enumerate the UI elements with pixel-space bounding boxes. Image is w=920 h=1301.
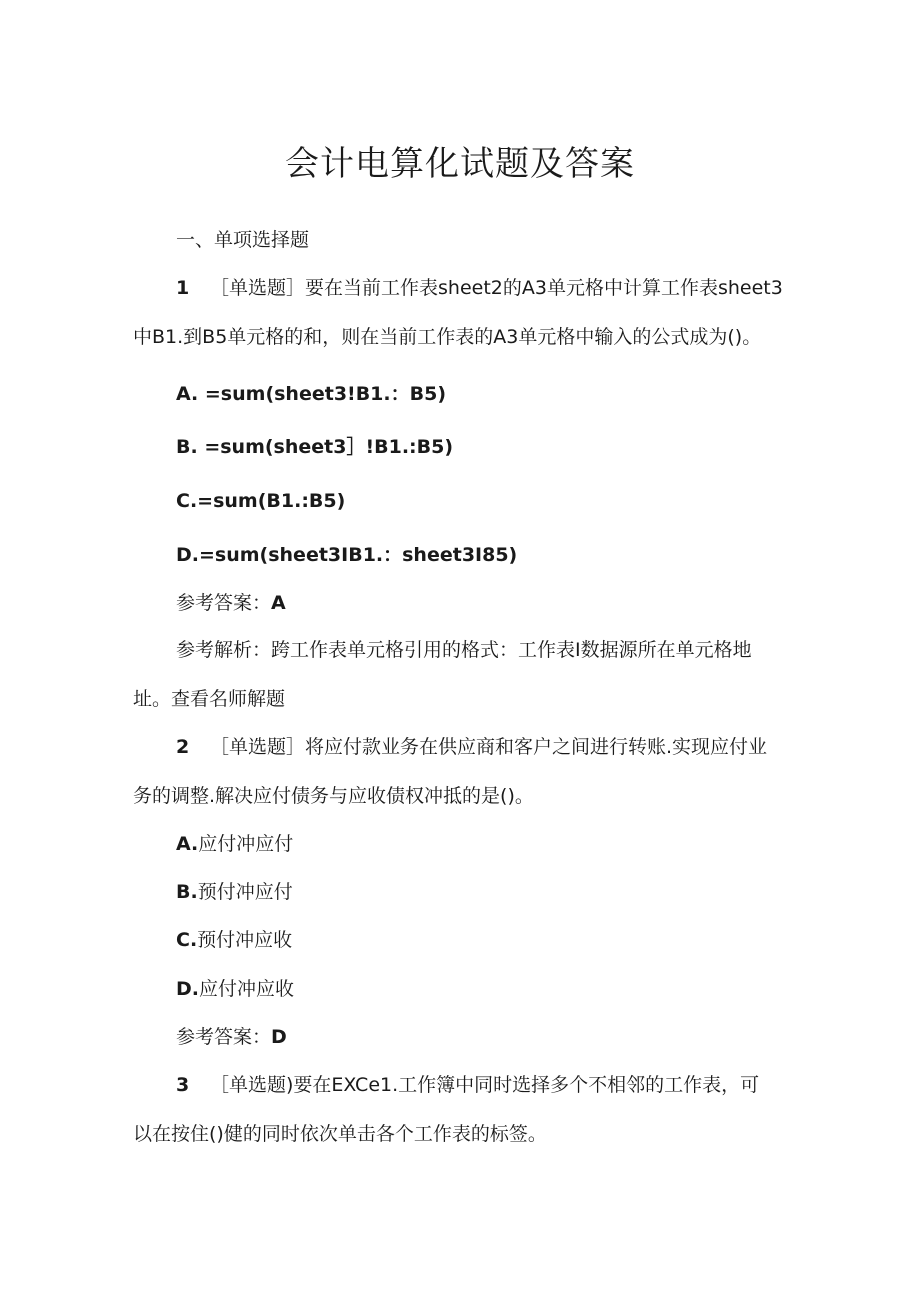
q1-analysis-line-1: 参考解析：跨工作表单元格引用的格式：工作表I数据源所在单元格地 — [176, 639, 752, 661]
option-text: 预付冲应收 — [197, 929, 293, 951]
question-text: ［单选题)要在EXCe1.工作簿中同时选择多个不相邻的工作表，可 — [210, 1074, 760, 1096]
question-number: 1 — [176, 277, 190, 299]
question-number: 2 — [176, 736, 190, 758]
question-2-line-1 — [176, 733, 767, 761]
question-text: ［单选题］将应付款业务在供应商和客户之间进行转账.实现应付业 — [210, 736, 768, 758]
option-letter: D. — [176, 978, 199, 1000]
option-text: 应付冲应收 — [199, 978, 295, 1000]
q1-option-c: C.=sum(B1.:B5) — [176, 490, 346, 512]
section-heading: 一、单项选择题 — [176, 229, 310, 251]
option-text: 应付冲应付 — [198, 833, 294, 855]
question-3-line-2: 以在按住()健的同时依次单击各个工作表的标签。 — [133, 1123, 547, 1145]
q2-option-b — [176, 878, 293, 906]
q1-analysis-line-2: 址。查看名师解题 — [133, 688, 286, 710]
option-letter: B. — [176, 881, 198, 903]
answer-value: D — [271, 1026, 287, 1048]
q1-option-a: A. =sum(sheet3!B1.：B5) — [176, 383, 447, 405]
question-text: ［单选题］要在当前工作表sheet2的A3单元格中计算工作表sheet3 — [210, 277, 783, 299]
question-2-line-2: 务的调整.解决应付债务与应收债权冲抵的是()。 — [133, 785, 534, 807]
document-title: 会计电算化试题及答案 — [285, 144, 635, 184]
q2-option-a — [176, 830, 293, 858]
q2-option-d — [176, 975, 294, 1003]
option-text: 预付冲应付 — [197, 881, 293, 903]
q1-answer — [176, 589, 286, 617]
option-letter: C. — [176, 929, 198, 951]
q2-option-c — [176, 926, 292, 954]
question-1-line-2: 中B1.到B5单元格的和，则在当前工作表的A3单元格中输入的公式成为()。 — [133, 326, 762, 348]
answer-label: 参考答案： — [176, 1026, 272, 1048]
q1-option-b: B. =sum(sheet3］!B1.:B5) — [176, 436, 454, 458]
answer-label: 参考答案： — [176, 592, 272, 614]
question-3-line-1 — [176, 1071, 759, 1099]
question-1-line-1 — [176, 274, 783, 302]
q1-option-d: D.=sum(sheet3IB1.：sheet3I85) — [176, 544, 518, 566]
q2-answer — [176, 1023, 287, 1051]
answer-value: A — [271, 592, 286, 614]
question-number: 3 — [176, 1074, 190, 1096]
option-letter: A. — [176, 833, 199, 855]
